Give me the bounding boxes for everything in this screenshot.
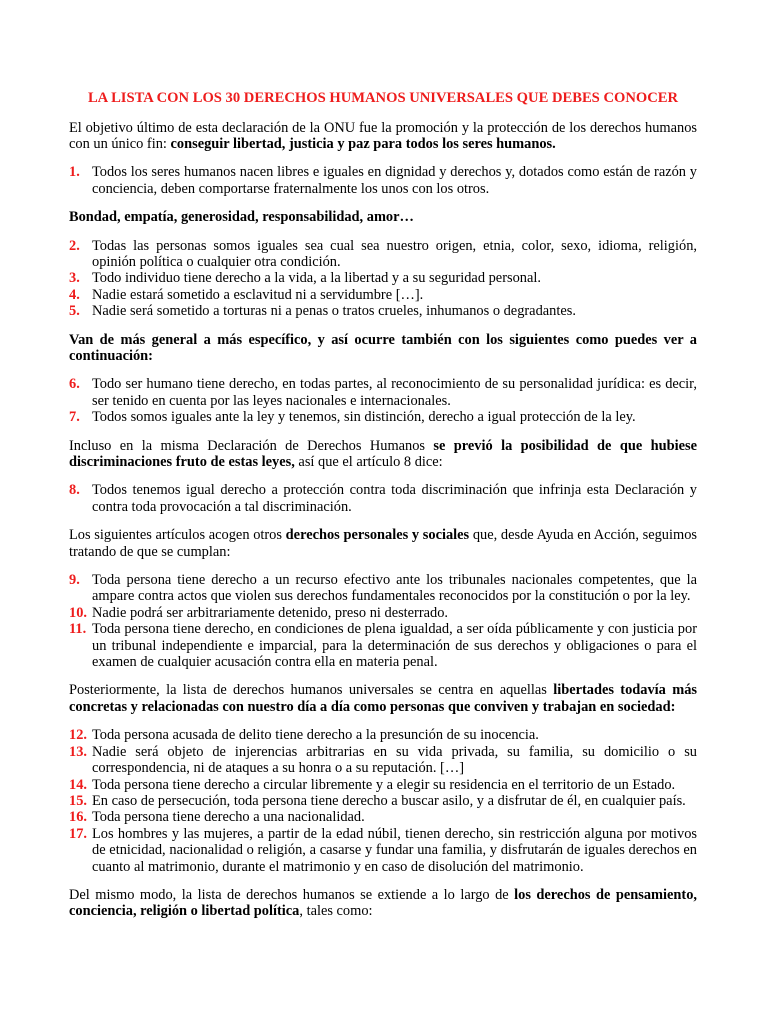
item-number: 10. xyxy=(69,604,87,621)
rights-list-5 xyxy=(69,572,697,670)
item-number: 6. xyxy=(69,376,80,393)
rights-list-4 xyxy=(69,482,697,515)
item-text: Toda persona tiene derecho a circular libremente y a elegir su residencia en el territorio de un Estado. xyxy=(92,776,676,793)
item-text: Toda persona acusada de delito tiene derecho a la presunción de su inocencia. xyxy=(92,727,539,744)
item-number: 17. xyxy=(69,825,87,842)
list-item xyxy=(69,809,697,825)
paragraph-bold: derechos personales y sociales xyxy=(285,527,470,544)
intro-paragraph xyxy=(69,120,697,153)
item-text: Todo ser humano tiene derecho, en todas partes, al reconocimiento de su personalidad jurídica: es decir, ser tenido en cuenta por las leyes nacionales e internacionales. xyxy=(92,376,697,409)
intro-text: El objetivo último de esta declaración de la ONU fue la promoción y la protección de los derechos humanos con un único fin: xyxy=(69,119,697,152)
item-number: 16. xyxy=(69,809,87,826)
item-number: 3. xyxy=(69,270,80,287)
rights-list-3 xyxy=(69,376,697,425)
section-heading: Van de más general a más específico, y así ocurre también con los siguientes como puedes ver a continuación: xyxy=(69,331,697,364)
paragraph-bold: se previó la posibilidad de que hubiese discriminaciones fruto de estas leyes, xyxy=(69,437,697,470)
item-number: 12. xyxy=(69,727,87,744)
list-item xyxy=(69,303,697,319)
item-number: 1. xyxy=(69,164,80,181)
paragraph-text: así que el artículo 8 dice: xyxy=(294,454,443,470)
item-number: 2. xyxy=(69,237,80,254)
rights-list-6 xyxy=(69,727,697,875)
item-text: Toda persona tiene derecho a un recurso efectivo ante los tribunales nacionales competentes, que la ampare contra actos que violen sus derechos fundamentales reconocidos por la constitución o por la ley. xyxy=(92,572,697,605)
body-paragraph xyxy=(69,887,697,920)
paragraph-text: que, desde Ayuda en Acción, seguimos tratando de que se cumplan: xyxy=(69,527,697,560)
item-number: 13. xyxy=(69,743,87,760)
item-text: Todos somos iguales ante la ley y tenemos, sin distinción, derecho a igual protección de la ley. xyxy=(92,409,636,426)
list-item xyxy=(69,482,697,515)
item-number: 9. xyxy=(69,572,80,589)
item-text: Todos los seres humanos nacen libres e iguales en dignidad y derechos y, dotados como están de razón y conciencia, deben comportarse fraternalmente los unos con los otros. xyxy=(92,164,697,197)
list-item xyxy=(69,376,697,409)
paragraph-text: , tales como: xyxy=(299,903,373,920)
list-item xyxy=(69,287,697,303)
paragraph-text: Incluso en la misma Declaración de Derechos Humanos xyxy=(69,437,434,454)
item-number: 14. xyxy=(69,776,87,793)
item-text: Nadie estará sometido a esclavitud ni a servidumbre […]. xyxy=(92,286,424,303)
list-item xyxy=(69,605,697,621)
paragraph-text: Del mismo modo, la lista de derechos humanos se extiende a lo largo de xyxy=(69,886,515,903)
paragraph-text: Los siguientes artículos acogen otros xyxy=(69,527,286,544)
item-number: 11. xyxy=(69,621,87,638)
list-item xyxy=(69,270,697,286)
list-item xyxy=(69,621,697,670)
rights-list-2 xyxy=(69,238,697,320)
item-text: Todos tenemos igual derecho a protección contra toda discriminación que infrinja esta Declaración y contra toda provocación a tal discriminación. xyxy=(92,482,697,515)
rights-list-1 xyxy=(69,164,697,197)
item-text: Todas las personas somos iguales sea cual sea nuestro origen, etnia, color, sexo, idioma, religión, opinión política o cualquier otra condición. xyxy=(92,237,697,270)
item-number: 4. xyxy=(69,286,80,303)
list-item xyxy=(69,793,697,809)
list-item xyxy=(69,572,697,605)
list-item xyxy=(69,826,697,875)
item-text: Nadie será sometido a torturas ni a penas o tratos crueles, inhumanos o degradantes. xyxy=(92,303,576,320)
list-item xyxy=(69,409,697,425)
body-paragraph xyxy=(69,682,697,715)
item-text: Todo individuo tiene derecho a la vida, a la libertad y a su seguridad personal. xyxy=(92,270,541,287)
item-number: 5. xyxy=(69,303,80,320)
item-text: En caso de persecución, toda persona tiene derecho a buscar asilo, y a disfrutar de él, en cualquier país. xyxy=(92,792,686,809)
list-item xyxy=(69,744,697,777)
item-number: 7. xyxy=(69,409,80,426)
item-text: Nadie podrá ser arbitrariamente detenido, preso ni desterrado. xyxy=(92,604,449,621)
intro-bold: conseguir libertad, justicia y paz para todos los seres humanos. xyxy=(170,135,556,152)
item-text: Toda persona tiene derecho a una nacionalidad. xyxy=(92,809,365,826)
list-item xyxy=(69,164,697,197)
section-heading: Bondad, empatía, generosidad, responsabilidad, amor… xyxy=(69,209,414,226)
body-paragraph xyxy=(69,438,697,471)
item-text: Nadie será objeto de injerencias arbitrarias en su vida privada, su familia, su domicilio o su correspondencia, ni de ataques a su honra o a su reputación. […] xyxy=(92,743,697,777)
paragraph-bold: libertades todavía más concretas y relacionadas con nuestro día a día como personas que conviven y trabajan en sociedad: xyxy=(69,682,698,715)
body-paragraph xyxy=(69,527,697,560)
item-number: 8. xyxy=(69,482,80,499)
document-title: LA LISTA CON LOS 30 DERECHOS HUMANOS UNIVERSALES QUE DEBES CONOCER xyxy=(87,90,679,106)
item-text: Los hombres y las mujeres, a partir de la edad núbil, tienen derecho, sin restricción alguna por motivos de etnicidad, nacionalidad o religión, a casarse y fundar una familia, y disfrutarán de iguales derechos en cuanto al matrimonio, durante el matrimonio y en caso de disolución del matrimonio. xyxy=(92,825,697,875)
list-item xyxy=(69,777,697,793)
item-number: 15. xyxy=(69,792,87,809)
list-item xyxy=(69,727,697,743)
list-item xyxy=(69,238,697,271)
paragraph-text: Posteriormente, la lista de derechos humanos universales se centra en aquellas xyxy=(69,682,554,699)
paragraph-bold: los derechos de pensamiento, conciencia, religión o libertad política xyxy=(69,886,697,920)
item-text: Toda persona tiene derecho, en condiciones de plena igualdad, a ser oída públicamente y con justicia por un tribunal independiente e imparcial, para la determinación de sus derechos y obligaciones o para el examen de cualquier acusación contra ella en materia penal. xyxy=(92,621,697,671)
